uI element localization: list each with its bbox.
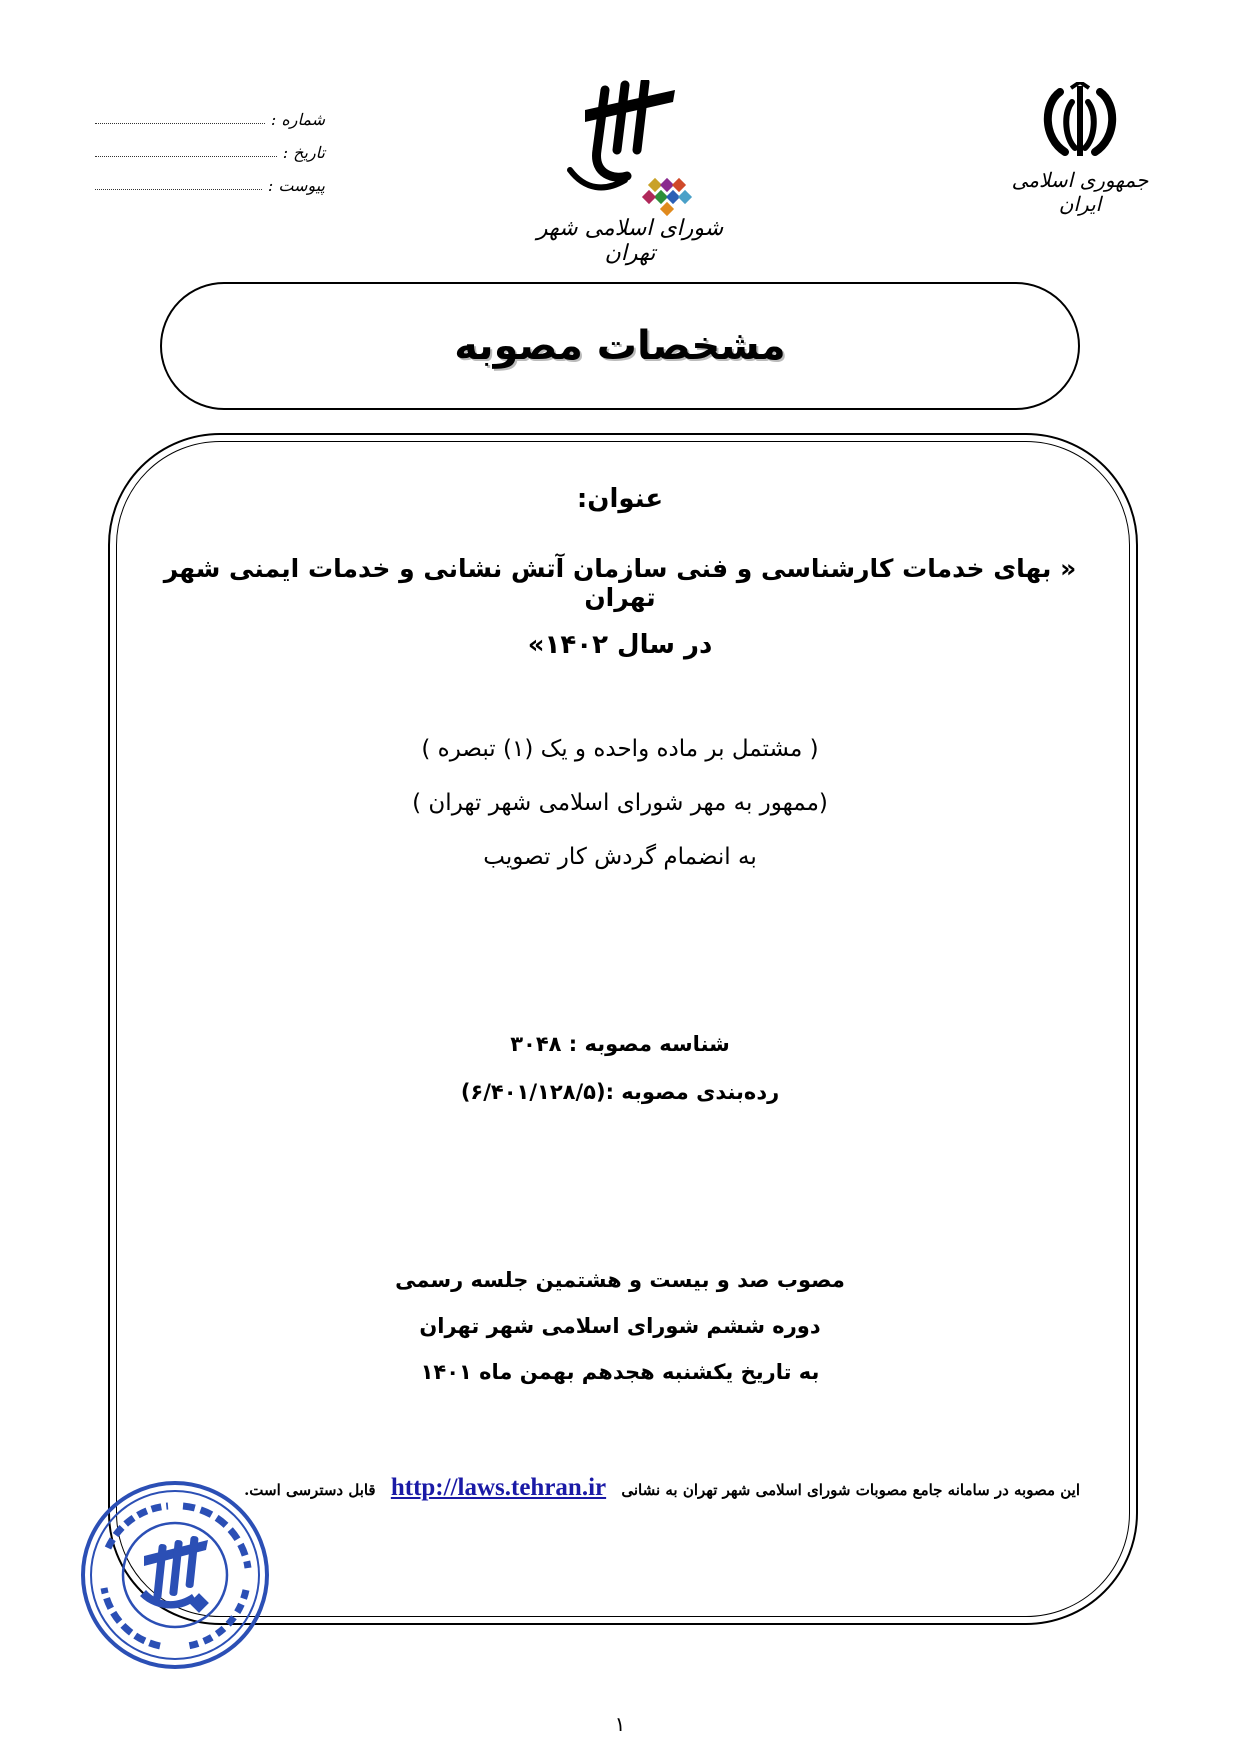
subject-label: عنوان: bbox=[576, 484, 664, 514]
meta-attachment-line bbox=[95, 189, 262, 190]
includes-text: ( مشتمل بر ماده واحده و یک (۱) تبصره ) bbox=[421, 736, 819, 762]
meta-number-label: شماره : bbox=[270, 110, 325, 129]
subject-line-2: در سال ۱۴۰۲» bbox=[527, 630, 713, 660]
iran-emblem-icon bbox=[1035, 82, 1125, 162]
meta-date bbox=[95, 129, 325, 162]
laws-link[interactable]: http://laws.tehran.ir bbox=[390, 1474, 607, 1501]
attached-text: به انضمام گردش کار تصویب bbox=[483, 844, 757, 870]
title-box bbox=[160, 282, 1080, 410]
approval-date: به تاریخ یکشنبه هجدهم بهمن ماه ۱۴۰۱ bbox=[420, 1360, 820, 1384]
footnote-after: قابل دسترسی است. bbox=[244, 1481, 376, 1499]
resolution-id: شناسه مصوبه : ۳۰۴۸ bbox=[510, 1032, 730, 1056]
meta-date-line bbox=[95, 156, 277, 157]
meta-date-label: تاریخ : bbox=[282, 143, 325, 162]
council-caption: شورای اسلامی شهر تهران bbox=[536, 216, 724, 266]
council-logo-icon bbox=[555, 80, 705, 220]
council-term: دوره ششم شورای اسلامی شهر تهران bbox=[419, 1314, 821, 1338]
meta-number bbox=[95, 96, 325, 129]
sealed-text: (ممهور به مهر شورای اسلامی شهر تهران ) bbox=[412, 790, 828, 816]
iran-emblem bbox=[1010, 82, 1150, 216]
emblem-caption: جمهوری اسلامی ایران bbox=[1011, 168, 1149, 216]
footnote bbox=[200, 1474, 1080, 1502]
meta-number-line bbox=[95, 123, 265, 124]
page-number: ۱ bbox=[614, 1712, 626, 1736]
letter-meta bbox=[95, 96, 325, 195]
page-title: مشخصات مصوبه bbox=[454, 323, 786, 369]
subject-line-1: « بهای خدمات کارشناسی و فنی سازمان آتش نشانی و خدمات ایمنی شهر تهران bbox=[163, 554, 1077, 612]
meta-attachment bbox=[95, 162, 325, 195]
council-seal-icon bbox=[78, 1478, 273, 1673]
resolution-classification: رده‌بندی مصوبه :(۶/۴۰۱/۱۲۸/۵) bbox=[460, 1080, 780, 1104]
approved-session: مصوب صد و بیست و هشتمین جلسه رسمی bbox=[395, 1268, 845, 1292]
council-logo bbox=[520, 80, 740, 266]
meta-attachment-label: پیوست : bbox=[267, 176, 325, 195]
content-frame-inner bbox=[116, 441, 1130, 1617]
footnote-before: این مصوبه در سامانه جامع مصوبات شورای اسلامی شهر تهران به نشانی bbox=[621, 1481, 1080, 1499]
